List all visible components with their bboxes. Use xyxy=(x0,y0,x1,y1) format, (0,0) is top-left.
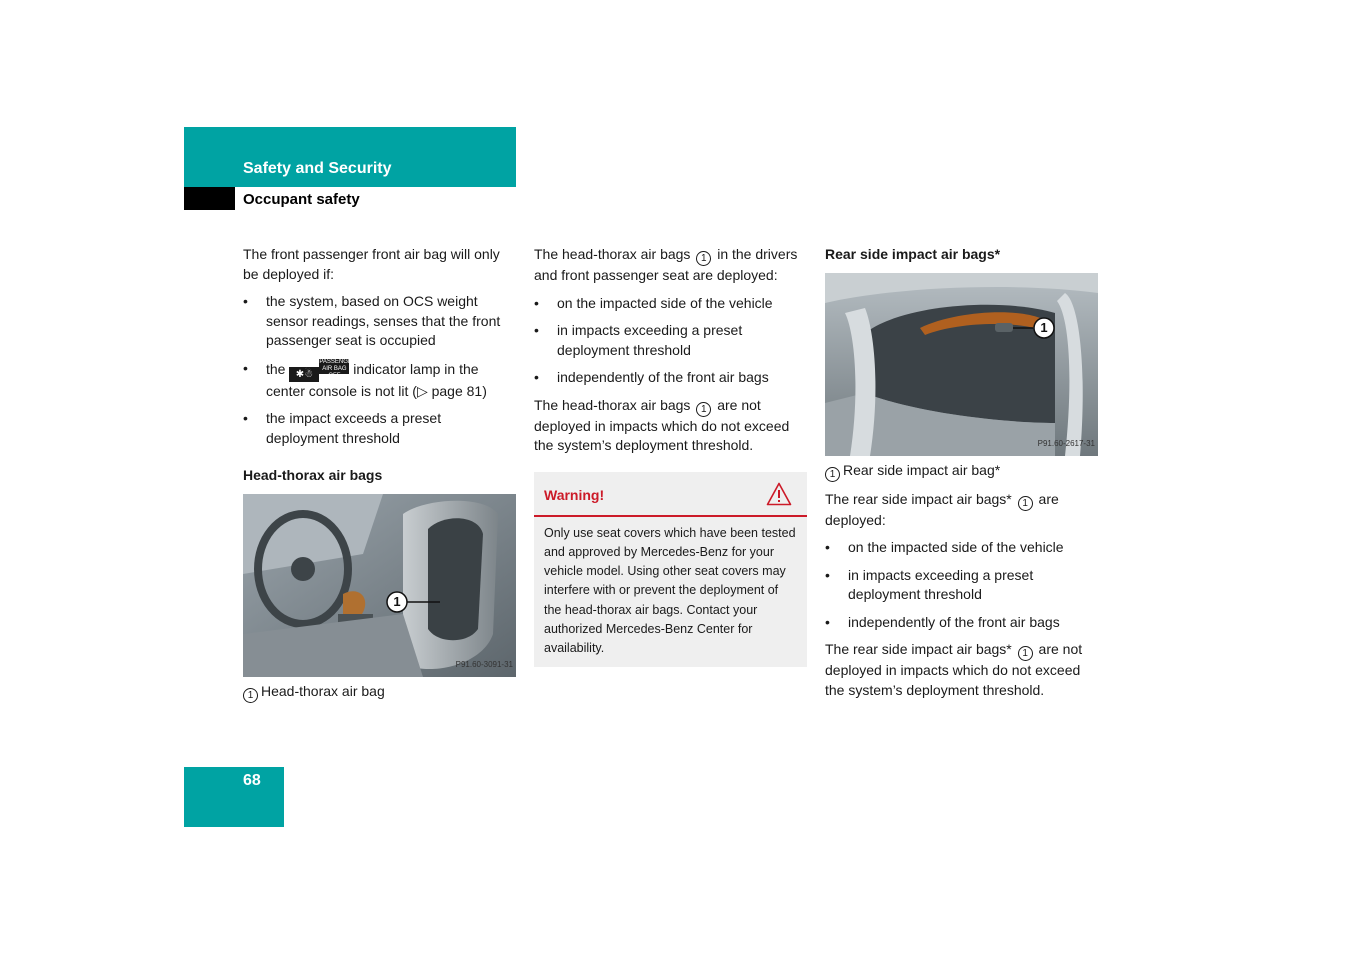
deploy-conditions-list xyxy=(243,292,517,448)
warning-text: Only use seat covers which have been tested and approved by Mercedes-Benz for your vehicle model. Using other seat covers may interfere with or prevent the deployment of the head-thorax air bags. Contact your authorized Mercedes-Benz Center for availability. xyxy=(544,525,796,656)
callout-number-icon: 1 xyxy=(696,402,711,417)
not-deployed-note xyxy=(534,396,808,456)
deploy-intro xyxy=(825,490,1099,531)
head-thorax-heading: Head-thorax air bags xyxy=(243,467,383,483)
page-number-box xyxy=(184,767,284,827)
callout-number-icon: 1 xyxy=(1018,496,1033,511)
deploy-intro-b: are deployed: xyxy=(825,490,1059,528)
deploy-intro-a: The rear side impact air bags* xyxy=(825,490,1012,507)
image-code: P91.60-3091-31 xyxy=(455,660,513,669)
list-item: • in impacts exceeding a preset deployment threshold xyxy=(534,321,808,360)
header-bar xyxy=(184,127,516,187)
warning-box xyxy=(534,472,807,667)
column-right xyxy=(825,245,1099,708)
list-item: • on the impacted side of the vehicle xyxy=(534,294,808,314)
deploy-list xyxy=(825,538,1099,632)
list-item: • the system, based on OCS weight sensor readings, senses that the front passenger seat is occupied xyxy=(243,292,517,351)
note-b: are not deployed in impacts which do not exceed the system’s deployment threshold. xyxy=(825,641,1083,698)
not-deployed-note xyxy=(825,640,1099,700)
intro-text: The front passenger front air bag will only be deployed if: xyxy=(243,246,500,282)
image-code: P91.60-2617-31 xyxy=(1037,439,1095,448)
list-item: • in impacts exceeding a preset deployment threshold xyxy=(825,566,1099,605)
warning-header xyxy=(534,472,807,517)
image-caption xyxy=(825,461,1099,482)
warning-label: Warning! xyxy=(544,486,605,503)
deploy-intro xyxy=(534,245,808,286)
callout-number-icon: 1 xyxy=(825,467,840,482)
warning-triangle-icon xyxy=(766,482,792,506)
column-middle xyxy=(534,245,808,667)
note-b: are not deployed in impacts which do not exceed the system’s deployment threshold. xyxy=(534,396,790,453)
list-item: • independently of the front air bags xyxy=(534,368,808,388)
airbag-indicator-icon: ✱☃ xyxy=(289,367,319,382)
callout-1: 1 xyxy=(393,593,401,609)
list-item-suffix: indicator lamp in the center console is not lit (▷ page 81) xyxy=(266,360,487,399)
deploy-list xyxy=(534,294,808,388)
passenger-airbag-off-label: PASSENGER AIR BAG OFF xyxy=(319,358,357,379)
header-marker xyxy=(184,187,235,210)
list-item xyxy=(243,359,517,402)
head-thorax-airbag-image xyxy=(243,494,516,677)
rear-side-heading: Rear side impact air bags* xyxy=(825,246,1001,262)
list-item: • on the impacted side of the vehicle xyxy=(825,538,1099,558)
callout-number-icon: 1 xyxy=(696,251,711,266)
list-item: • independently of the front air bags xyxy=(825,613,1099,633)
caption-text: Rear side impact air bag* xyxy=(843,461,1001,478)
callout-1: 1 xyxy=(1040,319,1048,335)
caption-text: Head-thorax air bag xyxy=(261,682,385,699)
list-item: • the impact exceeds a preset deployment threshold xyxy=(243,409,517,448)
callout-number-icon: 1 xyxy=(243,688,258,703)
image-caption xyxy=(243,682,517,703)
subsection-title: Occupant safety xyxy=(243,191,360,208)
note-a: The rear side impact air bags* xyxy=(825,641,1012,657)
callout-number-icon: 1 xyxy=(1018,646,1033,661)
list-item-prefix: the xyxy=(266,360,286,377)
deploy-intro-a: The head-thorax air bags xyxy=(534,246,691,262)
column-left xyxy=(243,245,517,711)
rear-side-airbag-image xyxy=(825,273,1098,456)
section-title: Safety and Security xyxy=(243,160,392,177)
note-a: The head-thorax air bags xyxy=(534,396,691,413)
page-number: 68 xyxy=(243,772,261,789)
deploy-intro-b: in the drivers and front passenger seat are deployed: xyxy=(534,246,798,283)
